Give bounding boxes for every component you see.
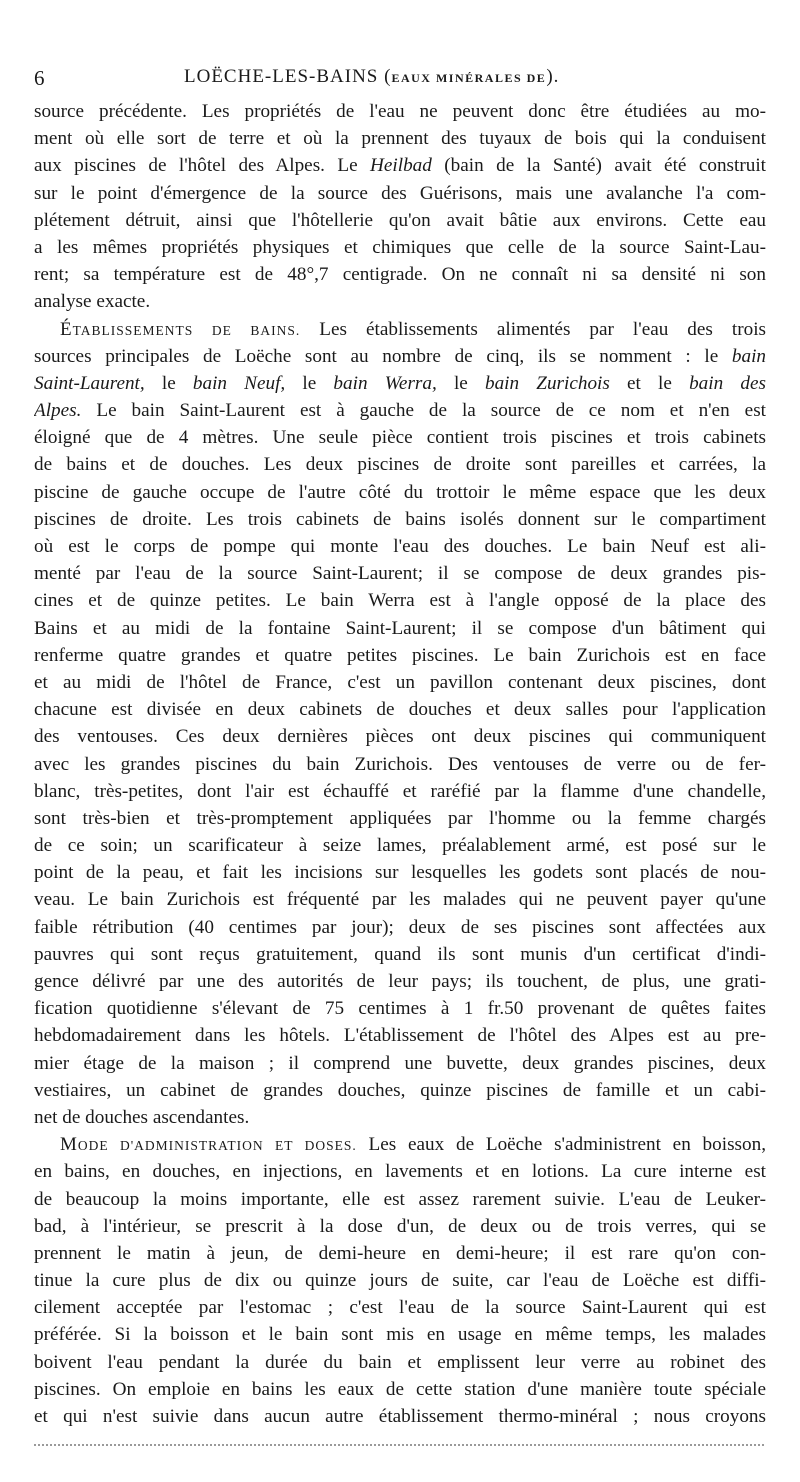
text-line: prennent le matin à jeun, de demi-heure en demi-heure; il est rare qu'on con-: [34, 1242, 766, 1264]
text-line: veau. Le bain Zurichois est fréquenté par les malades qui ne peuvent payer qu'une: [34, 889, 766, 911]
section-heading-line: MODE D'ADMINISTRATION ET DOSES. Les eaux de Loëche s'administrent en boisson,: [60, 1134, 766, 1156]
text-line: Alpes. Le bain Saint-Laurent est à gauche de la source de ce nom et n'en est: [34, 400, 766, 422]
text-line: tinue la cure plus de dix ou quinze jours de suite, car l'eau de Loëche est diffi-: [34, 1270, 766, 1292]
text-line: plétement détruit, ainsi que l'hôtellerie qu'on avait bâtie aux environs. Cette eau: [34, 209, 766, 231]
text-line: mier étage de la maison ; il comprend une buvette, deux grandes piscines, deux: [34, 1052, 766, 1074]
text-line: menté par l'eau de la source Saint-Laurent; il se compose de deux grandes pis-: [34, 563, 766, 585]
text-line: sur le point d'émergence de la source des Guérisons, mais une avalanche l'a com-: [34, 182, 766, 204]
text-line: Saint-Laurent, le bain Neuf, le bain Werra, le bain Zurichois et le bain des: [34, 372, 766, 394]
text-line: de ce soin; un scarificateur à seize lames, préalablement armé, est posé sur le: [34, 835, 766, 857]
text-line: net de douches ascendantes.: [34, 1106, 250, 1128]
text-line: gence délivré par une des autorités de leur pays; ils touchent, de plus, une grati-: [34, 971, 766, 992]
text-line: et au midi de l'hôtel de France, c'est un pavillon contenant deux piscines, dont: [34, 671, 766, 693]
text-line: renferme quatre grandes et quatre petites piscines. Le bain Zurichois est en face: [34, 644, 766, 666]
running-header: [34, 62, 764, 92]
text-line: où est le corps de pompe qui monte l'eau des douches. Le bain Neuf est ali-: [34, 536, 766, 557]
text-line: piscine de gauche occupe de l'autre côté du trottoir le même espace que les deux: [34, 481, 766, 503]
text-line: a les mêmes propriétés physiques et chimiques que celle de la source Saint-Lau-: [34, 236, 766, 258]
text-line: boivent l'eau pendant la durée du bain et emplissent leur verre au robinet des: [34, 1351, 766, 1373]
text-line: point de la peau, et fait les incisions sur lesquelles les godets sont placés de nou-: [34, 862, 766, 884]
text-line: ment où elle sort de terre et où la prennent des tuyaux de bois qui la conduisent: [34, 128, 766, 150]
text-line: sont très-bien et très-promptement appliquées par l'homme ou la femme chargés: [34, 807, 766, 829]
text-line: de beaucoup la moins importante, elle est assez rarement suivie. L'eau de Leuker-: [34, 1188, 766, 1210]
text-line: des ventouses. Ces deux dernières pièces ont deux piscines qui communiquent: [34, 726, 766, 748]
text-line: préférée. Si la boisson et le bain sont mis en usage en même temps, les malades: [34, 1324, 766, 1346]
text-line: sources principales de Loëche sont au nombre de cinq, ils se nomment : le bain: [34, 345, 766, 367]
text-line: blanc, très-petites, dont l'air est échauffé et raréfié par la flamme d'une chandelle,: [34, 780, 766, 802]
text-line: cilement acceptée par l'estomac ; c'est l'eau de la source Saint-Laurent qui est: [34, 1297, 766, 1319]
running-title-small-caps: EAUX MINÉRALES DE: [391, 71, 547, 85]
text-line: chacune est divisée en deux cabinets de douches et deux salles pour l'application: [34, 699, 766, 721]
text-line: cines et de quinze petites. Le bain Werra est à l'angle opposé de la place des: [34, 590, 766, 612]
text-line: aux piscines de l'hôtel des Alpes. Le Heilbad (bain de la Santé) avait été construit: [34, 155, 766, 177]
text-line: avec les grandes piscines du bain Zurichois. Des ventouses de verre ou de fer-: [34, 753, 766, 775]
running-title-main: LOËCHE-LES-BAINS (: [184, 66, 392, 87]
section-heading-line: ÉTABLISSEMENTS DE BAINS. Les établissements alimentés par l'eau des trois: [60, 318, 766, 340]
text-line: de bains et de douches. Les deux piscines de droite sont pareilles et carrées, la: [34, 454, 766, 476]
running-title-end: ).: [546, 66, 560, 87]
text-line: piscines. On emploie en bains les eaux de cette station d'une manière toute spéciale: [34, 1378, 766, 1400]
italic-term: Heilbad: [370, 155, 432, 177]
page-number: 6: [34, 66, 45, 90]
text-line: hebdomadairement dans les hôtels. L'établissement de l'hôtel des Alpes est au pre-: [34, 1025, 766, 1047]
section-heading: MODE D'ADMINISTRATION ET DOSES.: [60, 1134, 357, 1156]
text-line: Bains et au midi de la fontaine Saint-Laurent; il se compose d'un bâtiment qui: [34, 617, 766, 639]
body-text: [34, 98, 766, 1430]
text-line: analyse exacte.: [34, 291, 151, 313]
text-line: piscines de droite. Les trois cabinets de bains isolés donnent sur le compartiment: [34, 508, 766, 530]
text-line: en bains, en douches, en injections, en lavements et en lotions. La cure interne est: [34, 1161, 766, 1183]
text-line: pauvres qui sont reçus gratuitement, quand ils sont munis d'un certificat d'indi-: [34, 943, 766, 965]
footer-dotted-rule: [34, 1444, 764, 1446]
text-line: fication quotidienne s'élevant de 75 centimes à 1 fr.50 provenant de quêtes faites: [34, 998, 766, 1020]
running-title: [184, 66, 559, 88]
text-line: rent; sa température est de 48°,7 centigrade. On ne connaît ni sa densité ni son: [34, 264, 766, 286]
text-line: vestiaires, un cabinet de grandes douches, quinze piscines de famille et un cabi-: [34, 1079, 766, 1101]
text-line: bad, à l'intérieur, se prescrit à la dose d'un, de deux ou de trois verres, qui se: [34, 1215, 766, 1237]
section-heading: ÉTABLISSEMENTS DE BAINS.: [60, 318, 301, 340]
text-line: éloigné que de 4 mètres. Une seule pièce contient trois piscines et trois cabinets: [34, 427, 766, 449]
text-line: et qui n'est suivie dans aucun autre établissement thermo-minéral ; nous croyons: [34, 1406, 766, 1427]
text-line: faible rétribution (40 centimes par jour); deux de ses piscines sont affectées aux: [34, 916, 766, 938]
text-line: source précédente. Les propriétés de l'eau ne peuvent donc être étudiées au mo-: [34, 101, 766, 122]
